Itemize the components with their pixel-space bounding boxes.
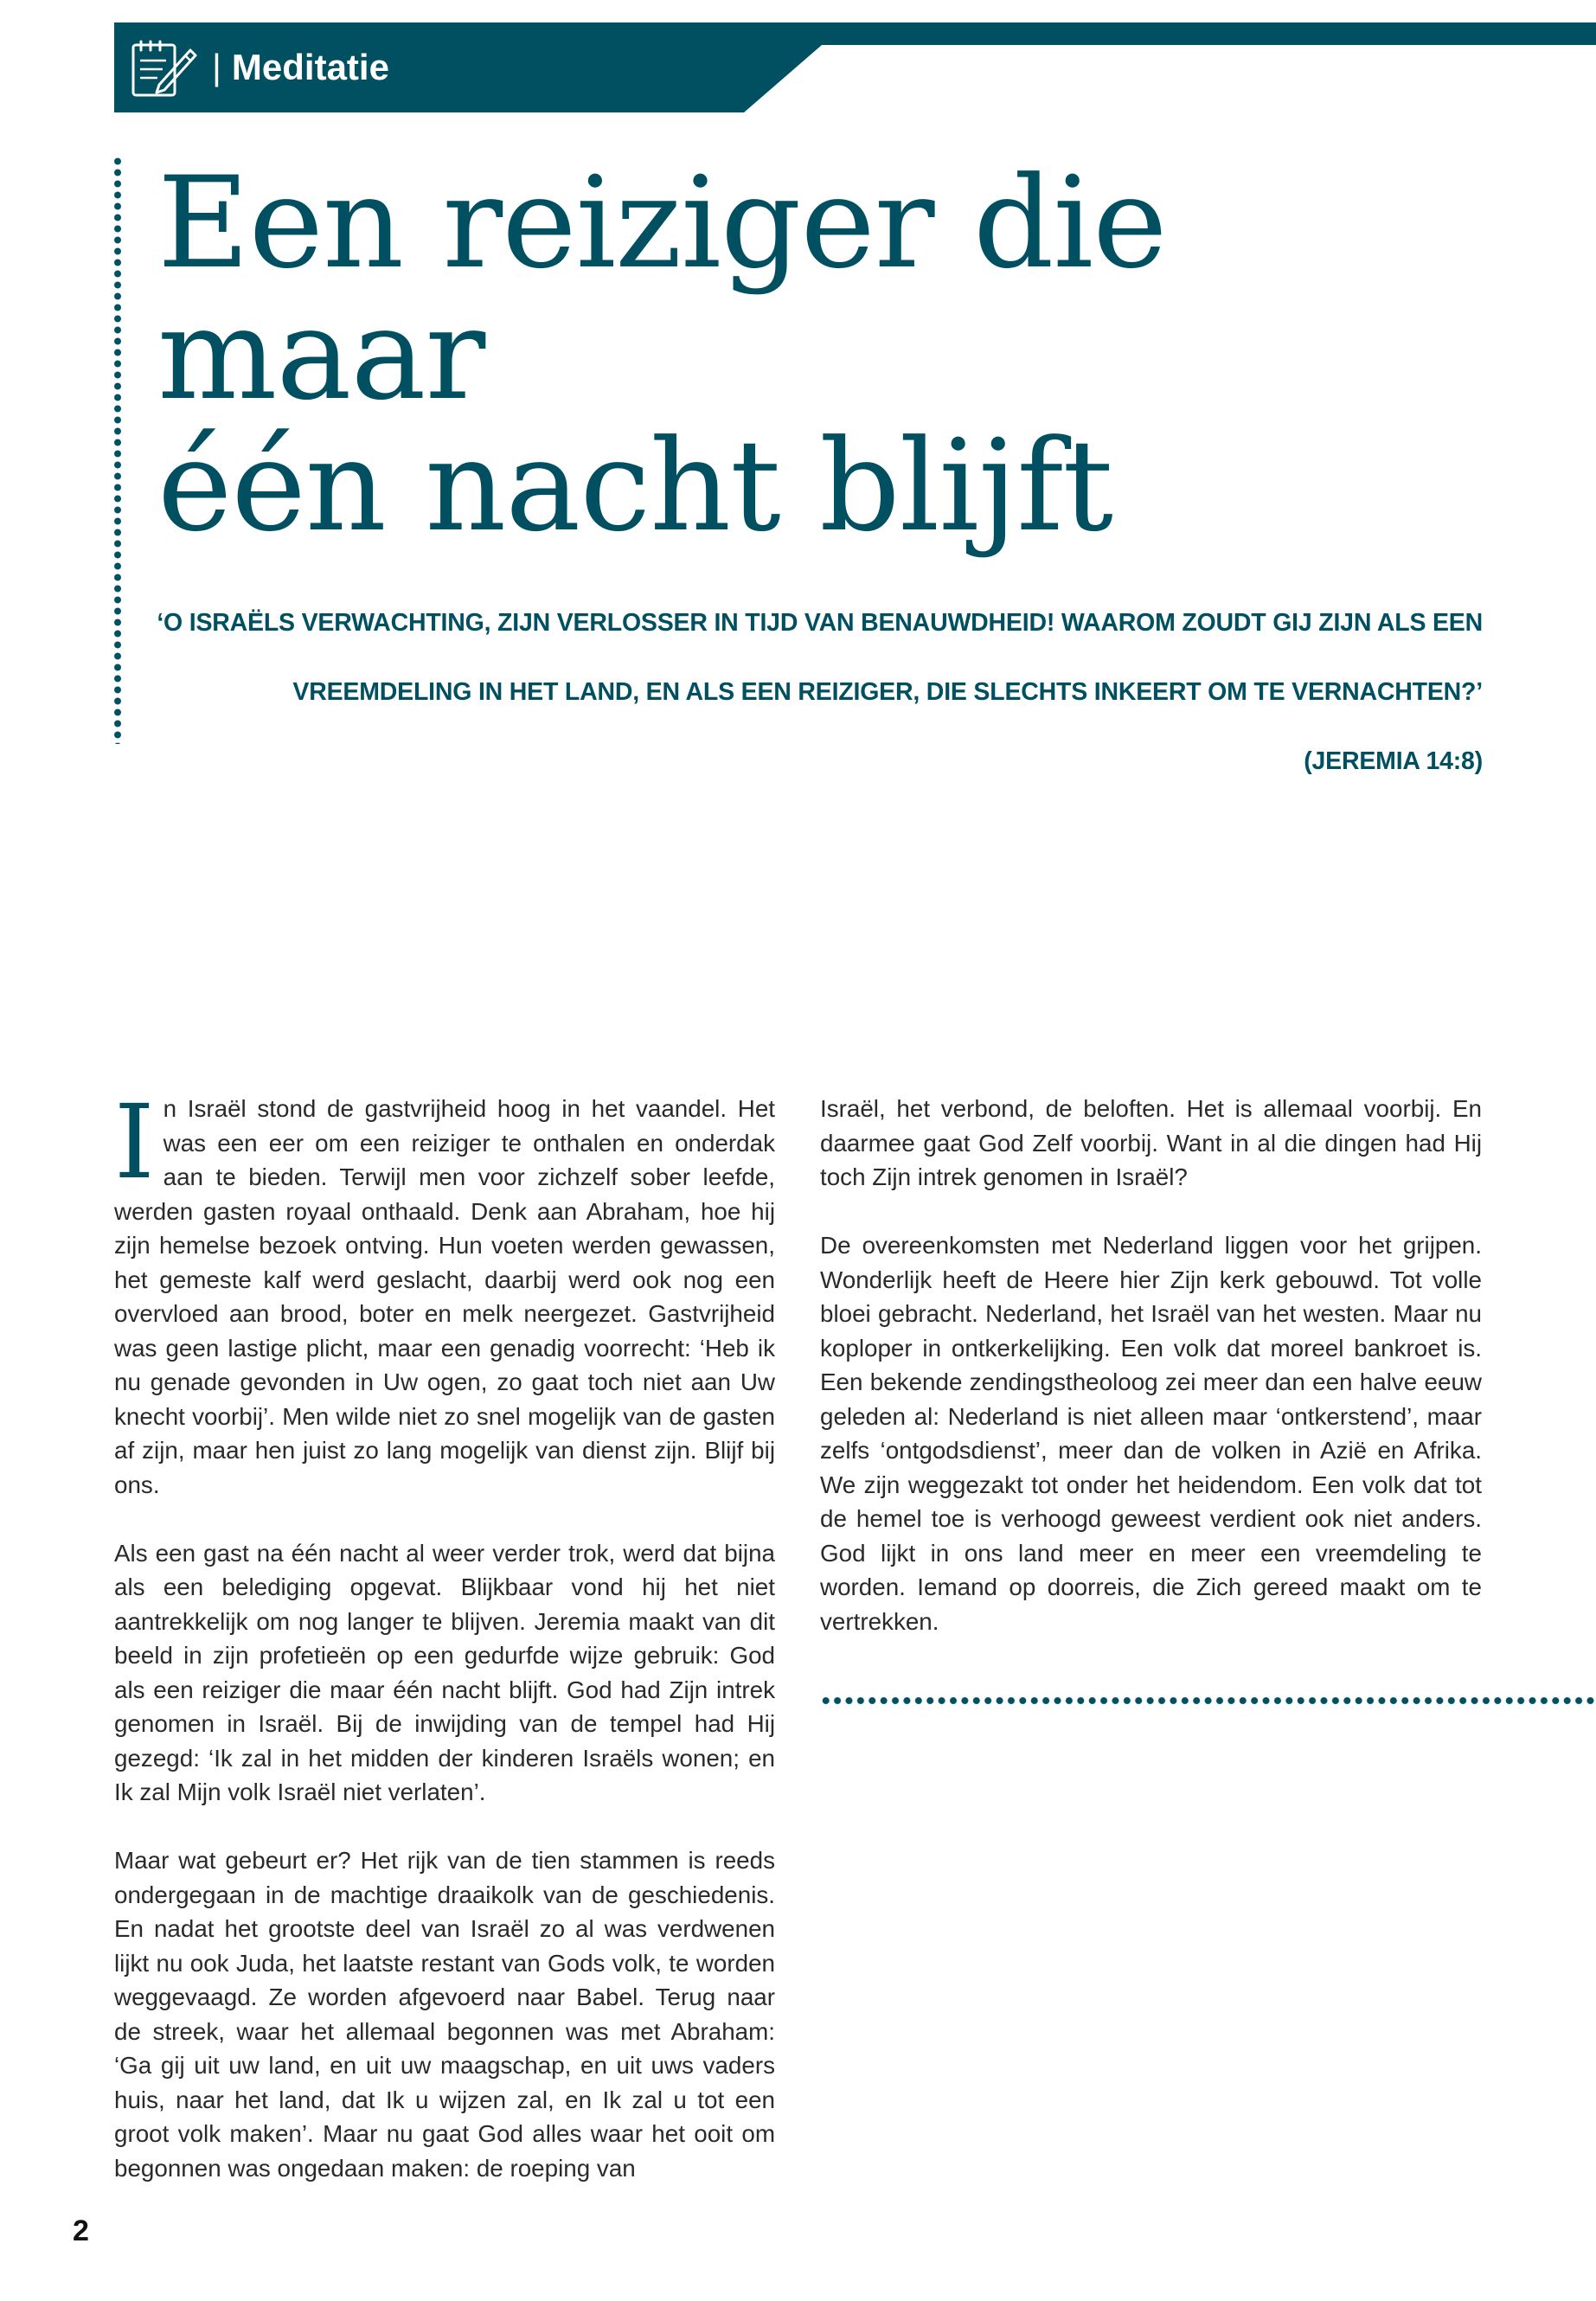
- section-divider: |: [212, 47, 221, 87]
- body-column-right: [820, 1092, 1482, 1673]
- horizontal-dotted-rule: [820, 1695, 1596, 1706]
- quote-reference: (JEREMIA 14:8): [1304, 747, 1483, 775]
- drop-cap: I: [114, 1082, 155, 1202]
- title-line-2: één nacht blijft: [157, 413, 1113, 560]
- quote-line-2: VREEMDELING IN HET LAND, EN ALS EEN REIZIGER, DIE SLECHTS INKEERT OM TE VERNACHTEN?’: [292, 678, 1483, 706]
- page-number: 2: [73, 2214, 89, 2247]
- paragraph-2: Als een gast na één nacht al weer verder trok, werd dat bijna als een belediging opgevat. Blijkbaar vond hij het niet aantrekkelijk om nog langer te blijven. Jeremia maakt van dit beeld in zijn profetieën op een gedurfde wijze gebruik: God als een reiziger die maar één nacht blijft. God had Zijn intrek genomen in Israël. Bij de inwijding van de tempel had Hij gezegd: ‘Ik zal in het midden der kinderen Israëls wonen; en Ik zal Mijn volk Israël niet verlaten’.: [114, 1539, 775, 1805]
- article-title: [157, 150, 1455, 560]
- writing-notepad-icon: [130, 38, 197, 100]
- title-line-1: Een reiziger die maar: [157, 150, 1167, 428]
- vertical-dotted-rule: [113, 156, 122, 744]
- quote-line-1: ‘O ISRAËLS VERWACHTING, ZIJN VERLOSSER IN TIJD VAN BENAUWDHEID! WAAROM ZOUDT GIJ ZIJN ALS EEN: [157, 609, 1483, 637]
- paragraph-1-text: n Israël stond de gastvrijheid hoog in het vaandel. Het was een eer om een reiziger te onthalen en onderdak aan te bieden. Terwijl men voor zichzelf sober leefde, werden gasten royaal onthaald. Denk aan Abraham, hoe hij zijn hemelse bezoek ontving. Hun voeten werden gewassen, het gemeste kalf werd geslacht, daarbij werd ook nog een overvloed aan brood, boter en melk neergezet. Gastvrijheid was geen lastige plicht, maar een genadig voorrecht: ‘Heb ik nu genade gevonden in Uw ogen, zo gaat toch niet aan Uw knecht voorbij’. Men wilde niet zo snel mogelijk van de gasten af zijn, maar hen juist zo lang mogelijk van dienst zijn. Blijf bij ons.: [114, 1095, 775, 1498]
- section-name: Meditatie: [231, 47, 389, 87]
- paragraph-3: Maar wat gebeurt er? Het rijk van de tien stammen is reeds ondergegaan in de machtige draaikolk van de geschiedenis. En nadat het grootste deel van Israël zo al was verdwenen lijkt nu ook Juda, het laatste restant van Gods volk, te worden weggevaagd. Ze worden afgevoerd naar Babel. Terug naar de streek, waar het allemaal begonnen was met Abraham: ‘Ga gij uit uw land, en uit uw maagschap, en uit uws vaders huis, naar het land, dat Ik u wijzen zal, en Ik zal u tot een groot volk maken’. Maar nu gaat God alles waar het ooit om begonnen was ongedaan maken: de roeping van: [114, 1847, 775, 2182]
- paragraph-4: Israël, het verbond, de beloften. Het is allemaal voorbij. En daarmee gaat God Zelf voorbij. Want in al die dingen had Hij toch Zijn intrek genomen in Israël?: [820, 1095, 1482, 1190]
- body-column-left: [114, 1082, 775, 2220]
- paragraph-5: De overeenkomsten met Nederland liggen voor het grijpen. Wonderlijk heeft de Heere hier Zijn kerk gebouwd. Tot volle bloei gebracht. Nederland, het Israël van het westen. Maar nu koploper in ontkerkelijking. Een volk dat moreel bankroet is. Een bekende zendingstheoloog zei meer dan een halve eeuw geleden al: Nederland is niet alleen maar ‘ontkerstend’, maar zelfs ‘ontgodsdienst’, meer dan de volken in Azië en Afrika. We zijn weggezakt tot onder het heidendom. Een volk dat tot de hemel toe is verhoogd geweest verdient ook niet anders. God lijkt in ons land meer en meer een vreemdeling te worden. Iemand op doorreis, die Zich gereed maakt om te vertrekken.: [820, 1232, 1482, 1635]
- section-label: [212, 45, 389, 90]
- paragraph-1: [114, 1082, 775, 1502]
